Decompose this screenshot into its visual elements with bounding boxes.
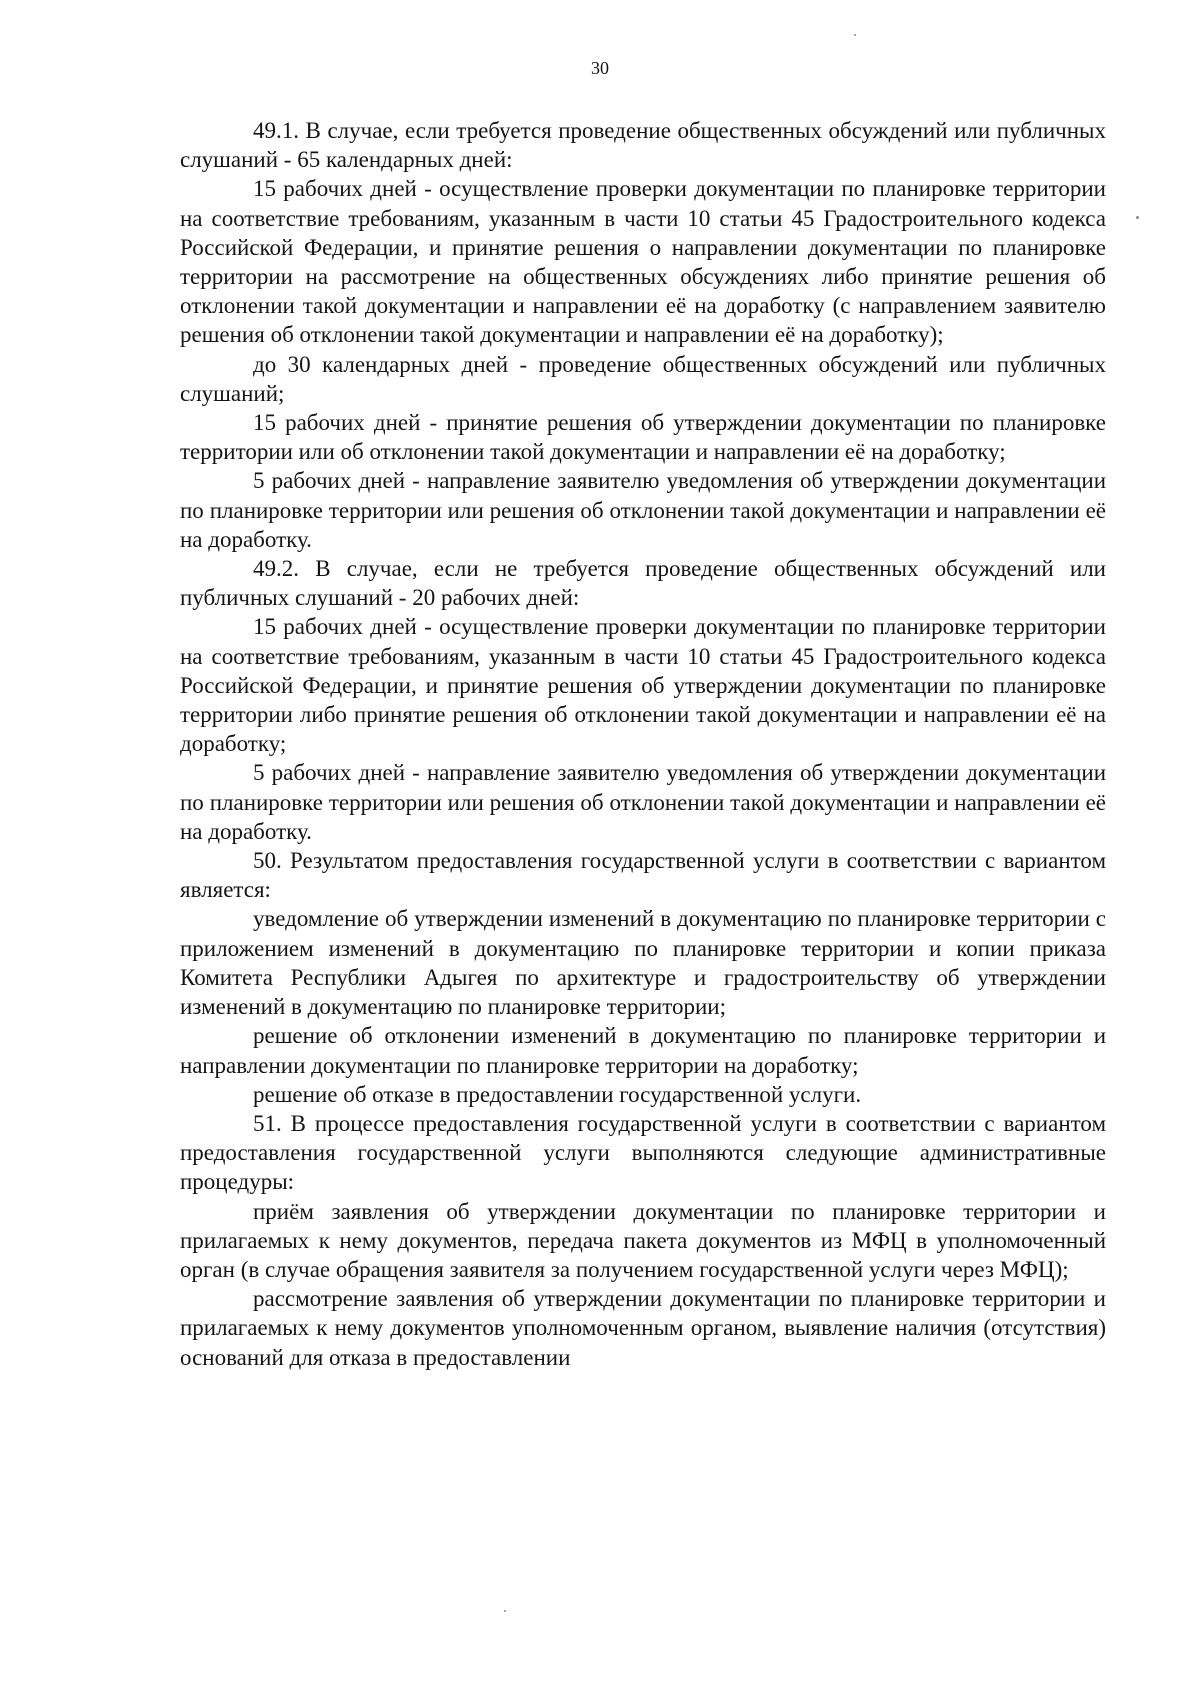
paragraph-49-1-stage-3: 15 рабочих дней - принятие решения об утверждении документации по планировке территории или об отклонении такой документации и направлении её на доработку; xyxy=(180,410,1106,465)
paragraph-51-procedure-1: приём заявления об утверждении документации по планировке территории и прилагаемых к нему документов, передача пакета документов из МФЦ в уполномоченный орган (в случае обращения заявителя за получением государственной услуги через МФЦ); xyxy=(180,1198,1106,1282)
paragraph-49-2: 49.2. В случае, если не требуется проведение общественных обсуждений или публичных слушаний - 20 рабочих дней: xyxy=(180,556,1106,611)
paragraph-49-1-stage-4: 5 рабочих дней - направление заявителю уведомления об утверждении документации по планировке территории или решения об отклонении такой документации и направлении её на доработку. xyxy=(180,468,1106,552)
paragraph-51: 51. В процессе предоставления государственной услуги в соответствии с вариантом предоставления государственной услуги выполняются следующие административные процедуры: xyxy=(180,1110,1106,1195)
paragraph-50-result-3: решение об отказе в предоставлении государственной услуги. xyxy=(253,1081,862,1107)
paragraph-50-result-1: уведомление об утверждении изменений в документацию по планировке территории с приложением изменений в документацию по планировке территории и копии приказа Комитета Республики Адыгея по архитектуре и градостроительству об утверждении изменений в документацию по планировке территории; xyxy=(180,906,1106,1020)
paragraph-49-1-stage-1: 15 рабочих дней - осуществление проверки документации по планировке территории на соответствие требованиям, указанным в части 10 статьи 45 Градостроительного кодекса Российской Федерации, и принятие решения о направлении документации по планировке территории на рассмотрение на общественных обсуждениях либо принятие решения об отклонении такой документации и направлении её на доработку (с направлением заявителю решения об отклонении такой документации и направлении её на доработку); xyxy=(180,176,1106,348)
paragraph-50: 50. Результатом предоставления государственной услуги в соответствии с вариантом является: xyxy=(180,848,1106,903)
paragraph-49-1-stage-2: до 30 календарных дней - проведение общественных обсуждений или публичных слушаний; xyxy=(180,351,1106,406)
paragraph-50-result-2: решение об отклонении изменений в документацию по планировке территории и направлении документации по планировке территории на доработку; xyxy=(180,1023,1106,1078)
scan-speck xyxy=(1136,216,1139,219)
scan-speck xyxy=(504,1610,506,1612)
paragraph-49-2-stage-1: 15 рабочих дней - осуществление проверки документации по планировке территории на соответствие требованиям, указанным в части 10 статьи 45 Градостроительного кодекса Российской Федерации, и принятие решения об утверждении документации по планировке территории либо принятие решения об отклонении такой документации и направлении её на доработку; xyxy=(180,614,1106,757)
page-number: 30 xyxy=(591,58,609,78)
scan-speck xyxy=(854,34,856,36)
document-body xyxy=(180,116,1106,1372)
paragraph-51-procedure-2: рассмотрение заявления об утверждении документации по планировке территории и прилагаемых к нему документов уполномоченным органом, выявление наличия (отсутствия) оснований для отказа в предоставлении xyxy=(180,1286,1106,1370)
paragraph-49-1: 49.1. В случае, если требуется проведение общественных обсуждений или публичных слушаний - 65 календарных дней: xyxy=(180,118,1106,173)
paragraph-49-2-stage-2: 5 рабочих дней - направление заявителю уведомления об утверждении документации по планировке территории или решения об отклонении такой документации и направлении её на доработку. xyxy=(180,760,1106,844)
